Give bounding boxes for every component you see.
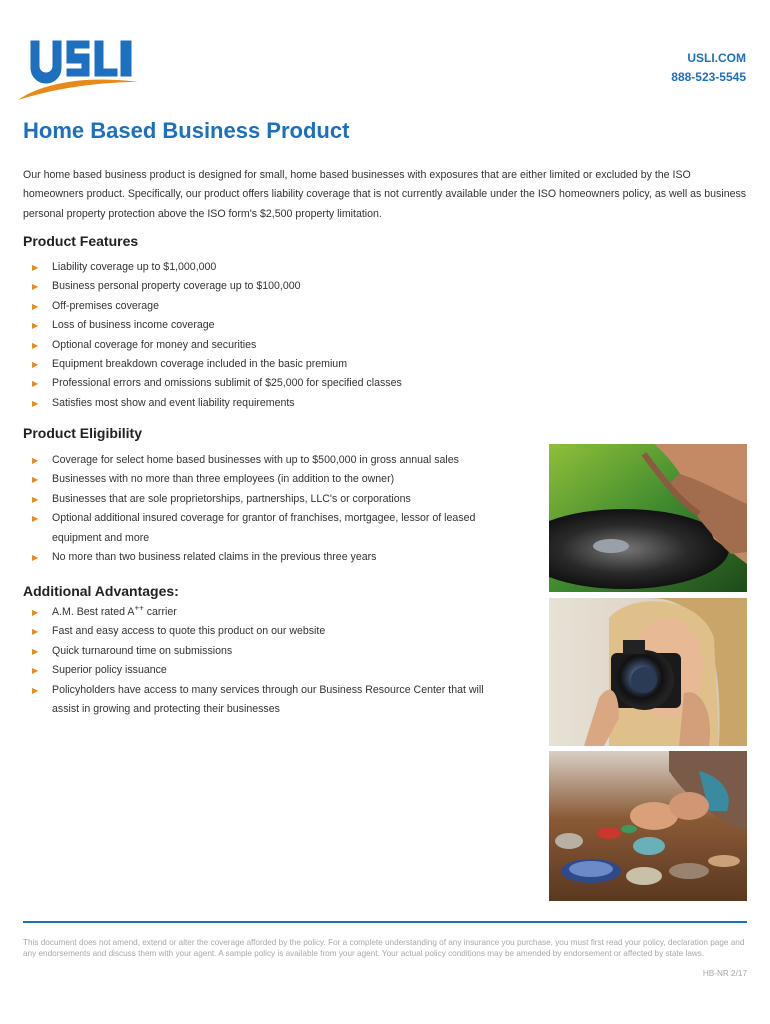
rating-superscript: ++ [134,603,144,613]
list-item: ▶ Fast and easy access to quote this product on our website [23,622,513,641]
orange-arrow-bullet-icon: ▶ [32,263,39,272]
orange-arrow-bullet-icon: ▶ [32,685,39,695]
footer-disclaimer: This document does not amend, extend or alter the coverage afforded by the policy. For a complete understanding of any insurance you purchase, you must first read your policy, declaration page and any endorsements and discuss them with your agent. A sample policy is available from your agent. Your actual policy conditions may be amended by endorsement or affected by state laws. [23,938,745,958]
contact-info [671,49,746,87]
orange-arrow-bullet-icon: ▶ [32,475,39,485]
advantages-list [23,603,513,719]
orange-arrow-bullet-icon: ▶ [32,360,39,370]
jewelry-making-photo [549,751,747,901]
list-item: ▶ Professional errors and omissions sublimit of $25,000 for specified classes [23,374,523,393]
orange-arrow-bullet-icon: ▶ [32,666,39,676]
page-title: Home Based Business Product [23,118,350,143]
orange-arrow-bullet-icon: ▶ [32,514,39,524]
orange-arrow-bullet-icon: ▶ [32,646,39,656]
intro-paragraph: Our home based business product is designed for small, home based businesses with exposures that are either limited or excluded by the ISO homeowners product. Specifically, our product offers liability coverage that is not currently available under the ISO homeowners policy, as well as business personal property protection above the ISO form's $2,500 property limitation. [23,169,747,220]
website-link[interactable]: USLI.COM [687,51,746,65]
orange-arrow-bullet-icon: ▶ [32,301,39,311]
list-item: ▶ Equipment breakdown coverage included in the basic premium [23,355,523,374]
form-code: HB-NR 2/17 [702,969,747,978]
orange-arrow-bullet-icon: ▶ [32,456,39,465]
photographer-photo [549,598,747,746]
list-item: ▶ Business personal property coverage up to $100,000 [23,277,523,296]
eligibility-heading: Product Eligibility [23,425,143,441]
vinyl-record-photo [549,444,747,592]
list-item: ▶ Liability coverage up to $1,000,000 [23,258,523,277]
orange-arrow-bullet-icon: ▶ [32,321,39,331]
list-item: ▶ Satisfies most show and event liability requirements [23,394,523,413]
list-item: ▶ A.M. Best rated A++ carrier [23,603,513,622]
list-item: ▶ Quick turnaround time on submissions [23,642,513,661]
orange-arrow-bullet-icon: ▶ [32,379,39,389]
features-list [23,258,523,413]
orange-arrow-bullet-icon: ▶ [32,627,39,637]
list-item: ▶ Optional additional insured coverage for grantor of franchises, mortgagee, lessor of leased equipment and more [23,509,518,548]
orange-arrow-bullet-icon: ▶ [32,398,39,408]
list-item: ▶ Coverage for select home based businesses with up to $500,000 in gross annual sales [23,451,518,470]
list-item: ▶ Superior policy issuance [23,661,513,680]
phone-number: 888-523-5545 [671,70,746,84]
list-item: ▶ Optional coverage for money and securities [23,336,523,355]
orange-arrow-bullet-icon: ▶ [32,553,39,563]
list-item: ▶ Off-premises coverage [23,297,523,316]
orange-arrow-bullet-icon: ▶ [32,494,39,504]
list-item: ▶ Businesses that are sole proprietorships, partnerships, LLC's or corporations [23,490,518,509]
usli-logo [16,36,140,102]
list-item: ▶ Loss of business income coverage [23,316,523,335]
orange-arrow-bullet-icon: ▶ [32,282,39,292]
orange-arrow-bullet-icon: ▶ [32,608,39,617]
list-item: ▶ No more than two business related claims in the previous three years [23,548,518,567]
footer-divider [23,921,747,923]
features-heading: Product Features [23,233,139,249]
eligibility-list [23,451,518,567]
orange-arrow-bullet-icon: ▶ [32,340,39,350]
advantages-heading: Additional Advantages: [23,583,179,599]
list-item: ▶ Businesses with no more than three employees (in addition to the owner) [23,470,518,489]
list-item: ▶ Policyholders have access to many services through our Business Resource Center that will assist in growing and protecting their businesses [23,681,513,720]
